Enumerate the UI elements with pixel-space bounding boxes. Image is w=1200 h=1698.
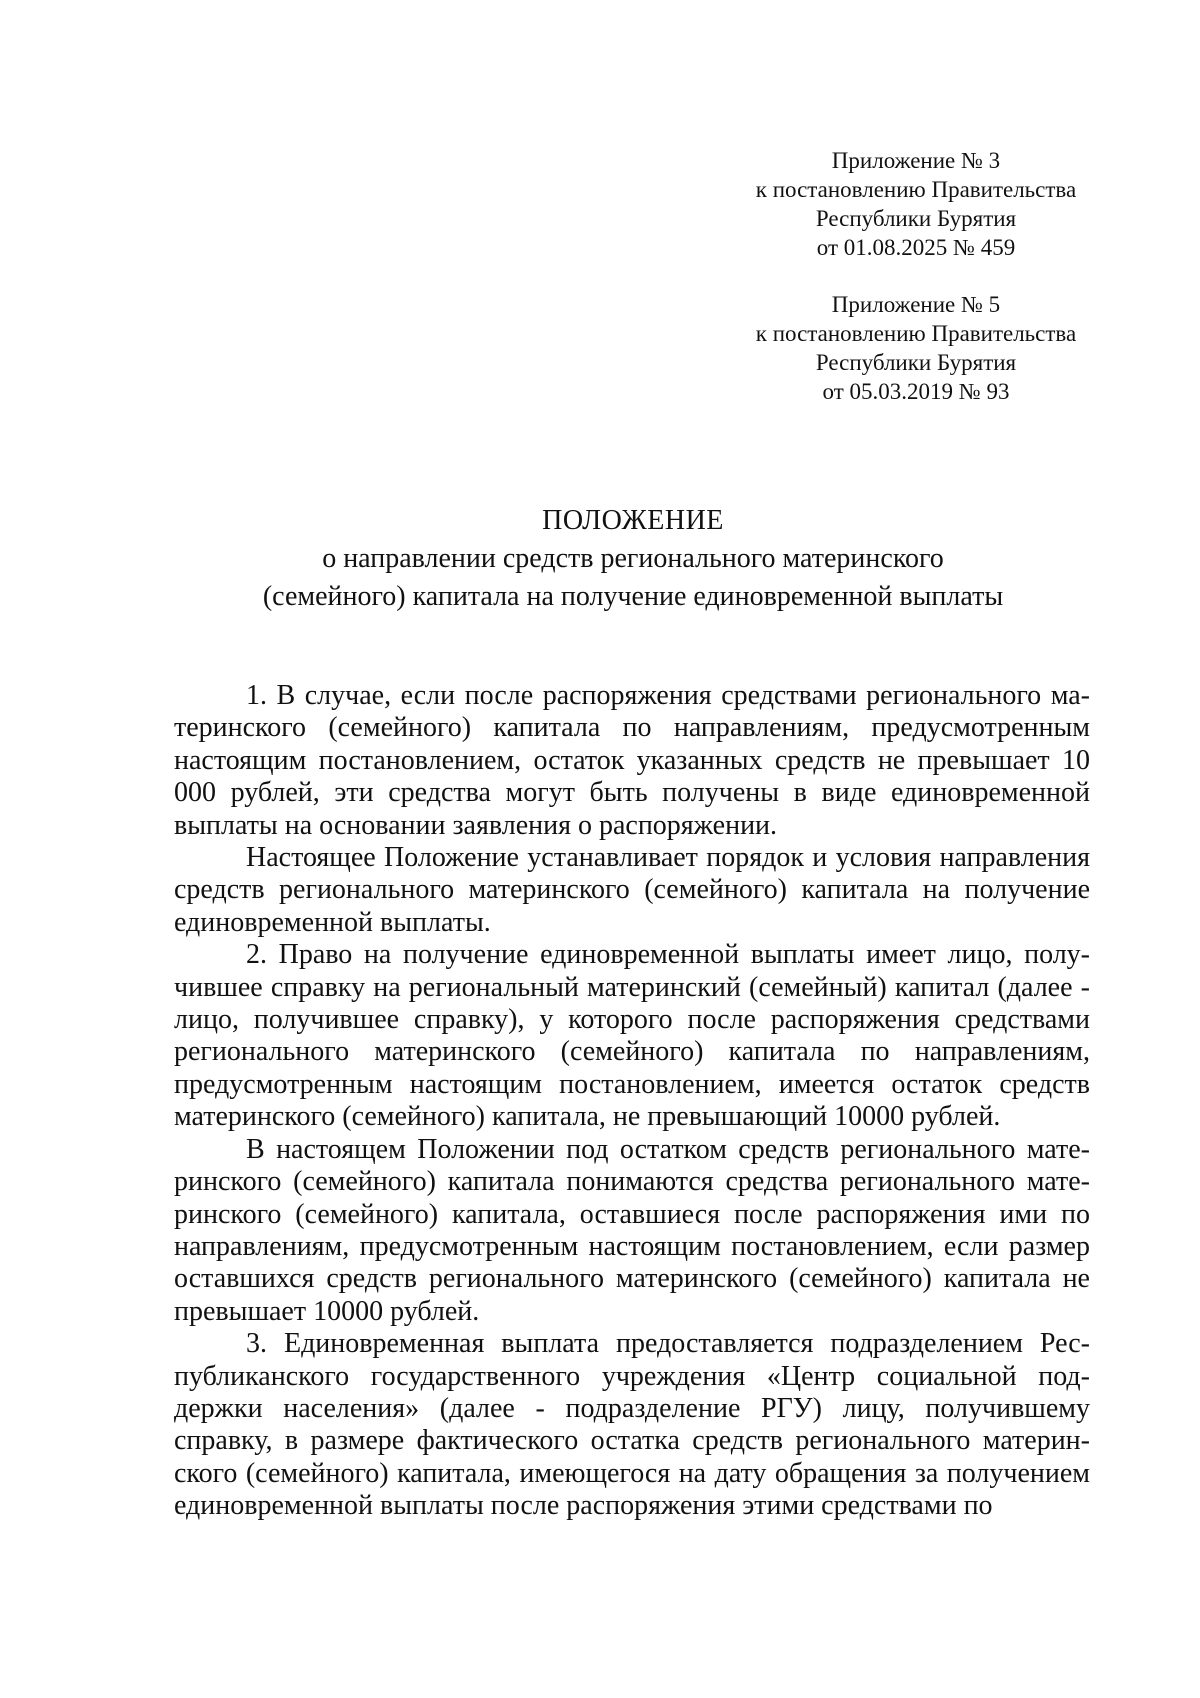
- title-heading: ПОЛОЖЕНИЕ: [542, 505, 724, 536]
- annex-reference-1: [744, 146, 1088, 262]
- title-subtitle-line-2: (семейного) капитала на получение единовременной выплаты: [262, 581, 1004, 612]
- paragraph-4: В настоящем Положении под остатком средств регионального материнского (семейного) капитала понимаются средства регионального материнского (семейного) капитала, оставшиеся после распоряжения ими по направлениям, предусмотренным настоящим постановлением, если размер оставшихся средств регионального материнского (семейного) капитала не превышает 10000 рублей.: [174, 1133, 1090, 1327]
- annex-date: от 01.08.2025 № 459: [816, 235, 1016, 260]
- paragraph-2: Настоящее Положение устанавливает порядок и условия направления средств регионального материнского (семейного) капитала на получение единовременной выплаты.: [174, 842, 1090, 938]
- annex-decree-ref: к постановлению Правительства: [755, 321, 1077, 346]
- paragraph-5: 3. Единовременная выплата предоставляется подразделением Республиканского государственного учреждения «Центр социальной поддержки населения» (далее - подразделение РГУ) лицу, получившему справку, в размере фактического остатка средств регионального материнского (семейного) капитала, имеющегося на дату обращения за получением единовременной выплаты после распоряжения этими средствами по: [174, 1328, 1090, 1522]
- annex-number: Приложение № 3: [831, 148, 1001, 173]
- annex-reference-2: [744, 290, 1088, 406]
- annex-republic: Республики Бурятия: [815, 206, 1017, 231]
- paragraph-3: 2. Право на получение единовременной выплаты имеет лицо, получившее справку на региональный материнский (семейный) капитал (далее - лицо, получившее справку), у которого после распоряжения средствами регионального материнского (семейного) капитала по направлениям, предусмотренным настоящим постановлением, имеется остаток средств материнского (семейного) капитала, не превышающий 10000 рублей.: [174, 939, 1090, 1133]
- title-subtitle-line-1: о направлении средств регионального материнского: [322, 543, 944, 574]
- annex-decree-ref: к постановлению Правительства: [755, 177, 1077, 202]
- document-title: [174, 502, 1092, 616]
- annex-republic: Республики Бурятия: [815, 350, 1017, 375]
- annex-number: Приложение № 5: [831, 292, 1001, 317]
- paragraph-1: 1. В случае, если после распоряжения средствами регионального материнского (семейного) капитала по направлениям, предусмотренным настоящим постановлением, остаток указанных средств не превышает 10 000 рублей, эти средства могут быть получены в виде единовременной выплаты на основании заявления о распоряжении.: [174, 680, 1090, 841]
- annex-date: от 05.03.2019 № 93: [822, 379, 1010, 404]
- document-body: [174, 680, 1090, 1523]
